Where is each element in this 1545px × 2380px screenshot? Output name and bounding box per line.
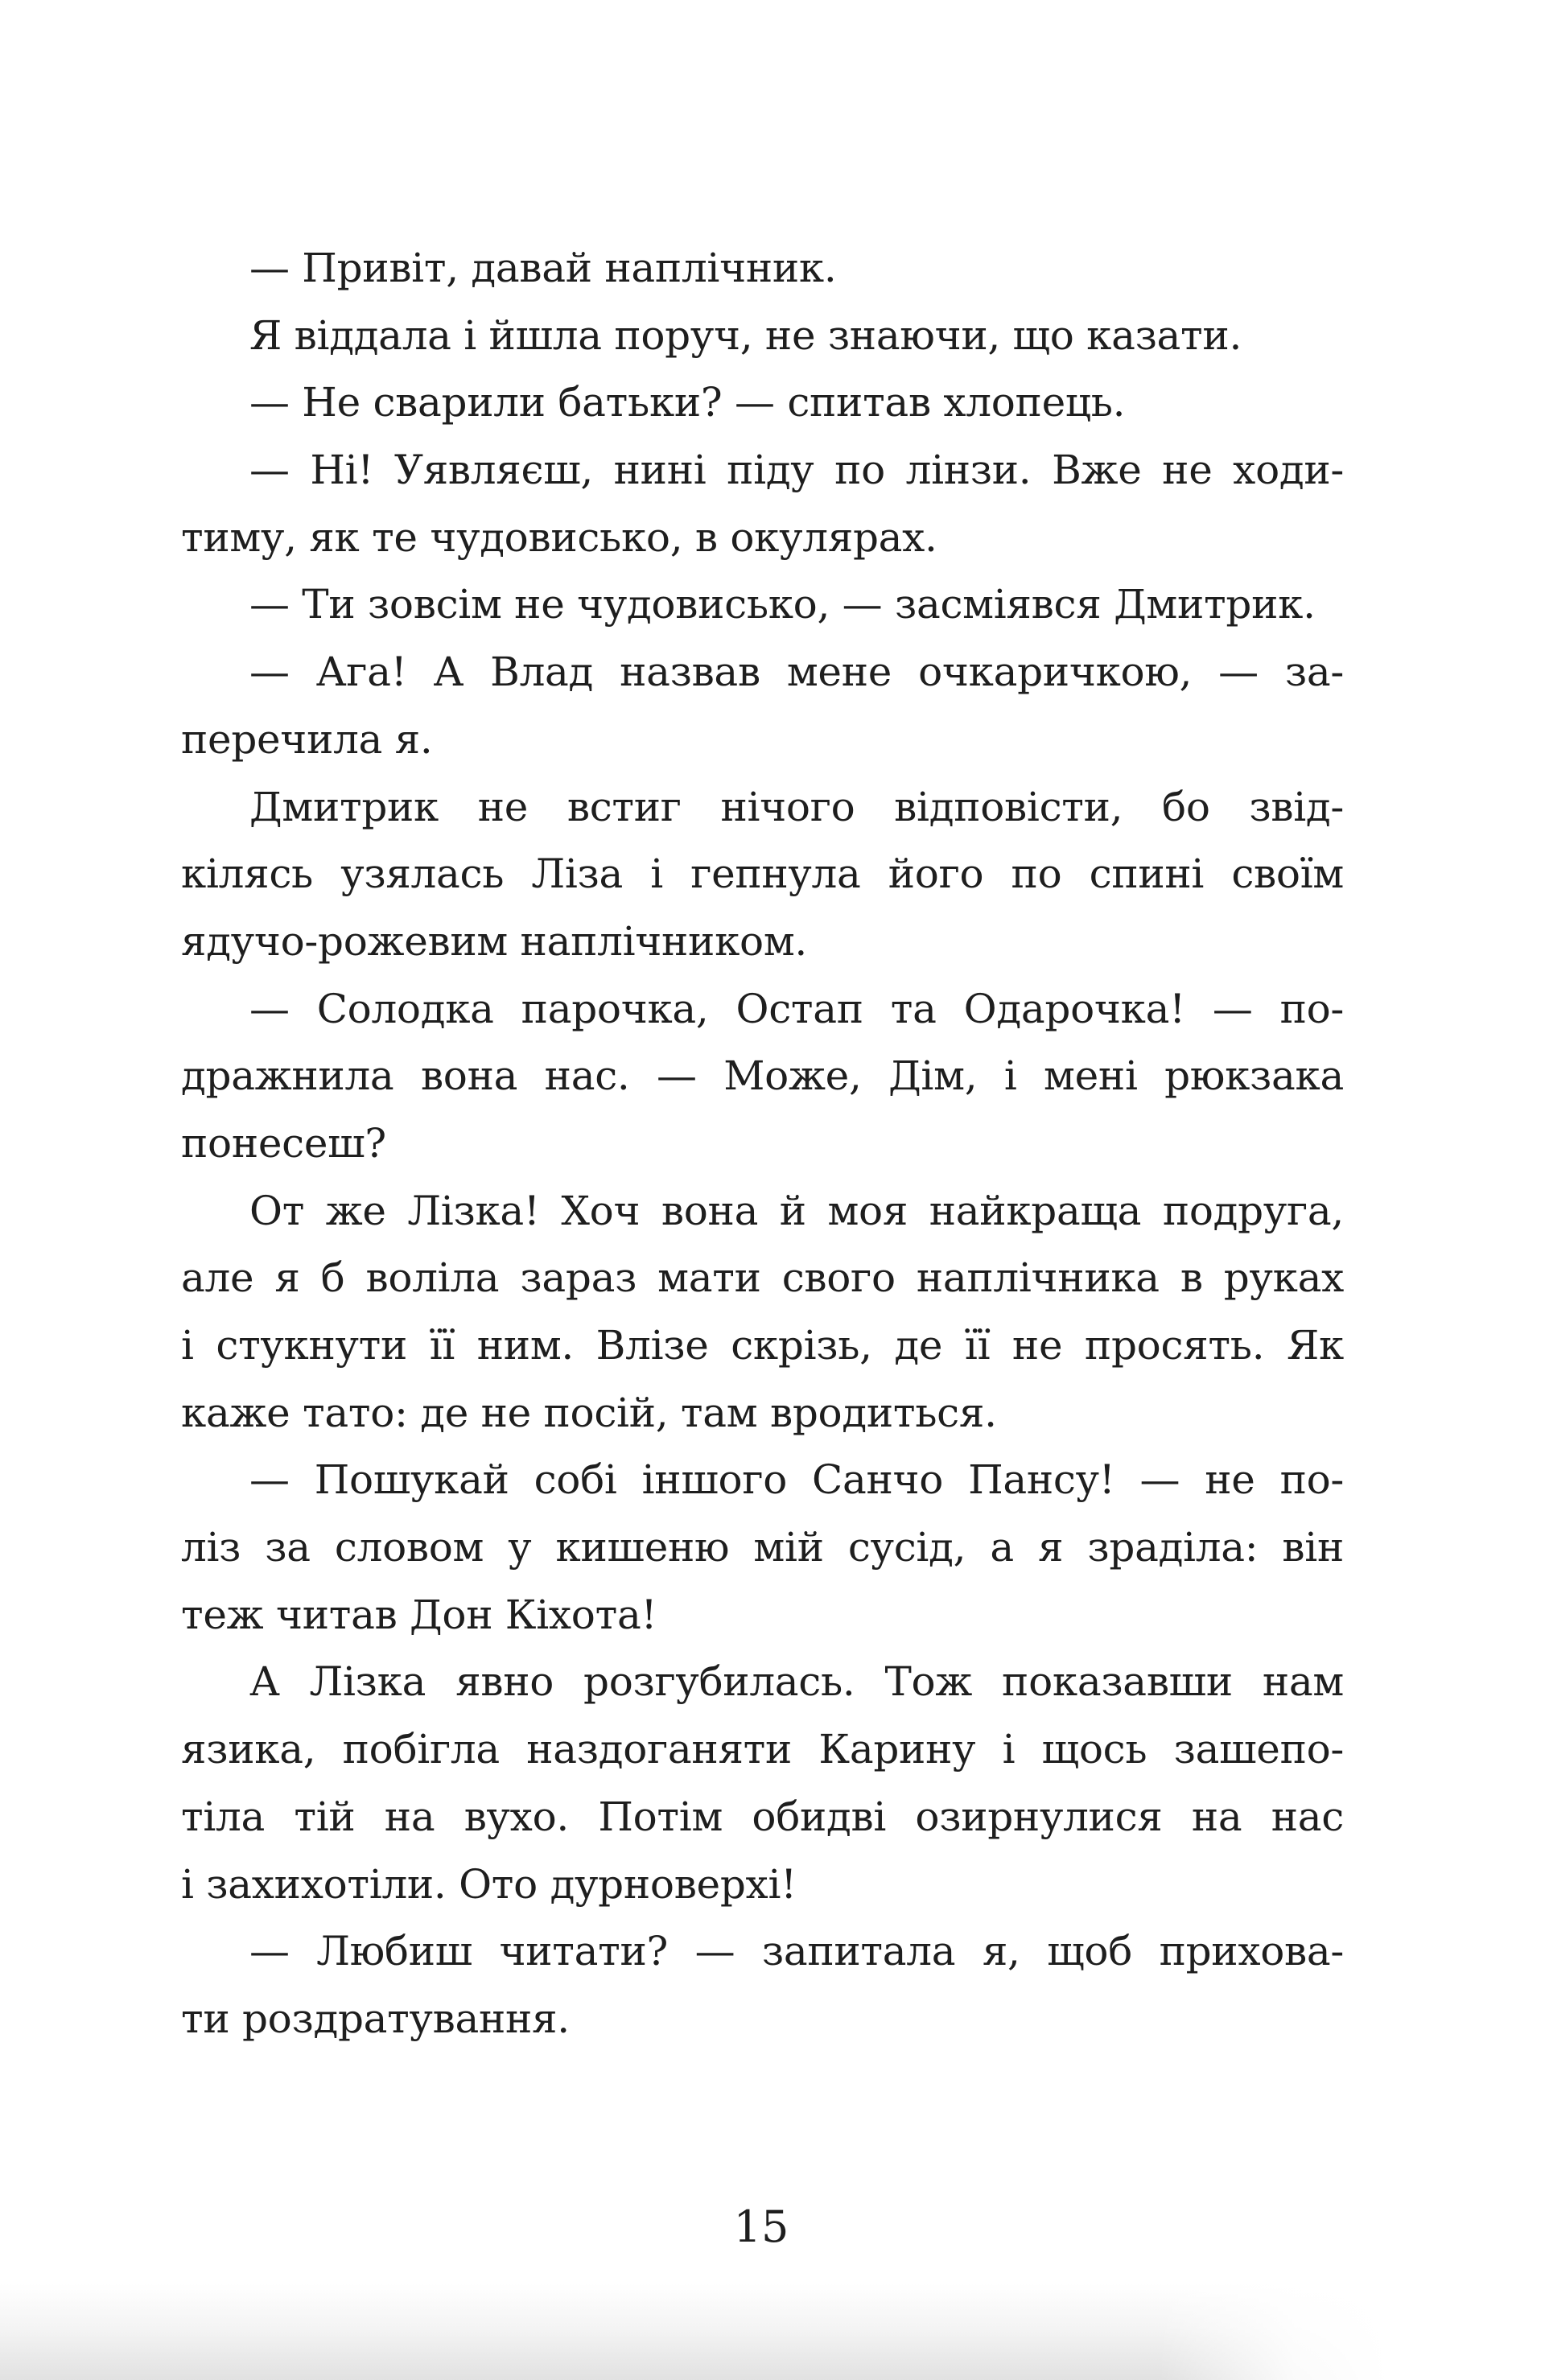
text-line: Дмитрик не встиг нічого відповісти, бо звід- (249, 783, 1344, 830)
text-line: тіла тій на вухо. Потім обидві озирнулися на нас (181, 1793, 1344, 1840)
text-line: — Ні! Уявляєш, нині піду по лінзи. Вже не ходи- (249, 447, 1344, 494)
text-line: — Не сварили батьки? — спитав хлопець. (249, 379, 1126, 426)
page-number: 15 (733, 2201, 789, 2252)
text-line: ліз за словом у кишеню мій сусід, а я зраділа: він (181, 1524, 1344, 1571)
text-line: але я б воліла зараз мати свого наплічника в руках (181, 1254, 1344, 1302)
text-line: ядучо-рожевим наплічником. (181, 917, 808, 965)
text-line: От же Лізка! Хоч вона й моя найкраща подруга, (249, 1187, 1344, 1234)
text-line: — Ти зовсім не чудовисько, — засміявся Дмитрик. (249, 581, 1316, 628)
text-line: теж читав Дон Кіхота! (181, 1591, 657, 1638)
text-line: дражнила вона нас. — Може, Дім, і мені рюкзака (181, 1052, 1344, 1100)
text-line: — Ага! А Влад назвав мене очкаричкою, — за- (249, 649, 1344, 696)
text-line: — Привіт, давай наплічник. (249, 245, 837, 291)
text-line: понесеш? (181, 1119, 386, 1167)
text-line: язика, побігла наздоганяти Карину і щось зашепо- (181, 1726, 1344, 1773)
text-line: — Солодка парочка, Остап та Одарочка! — по- (249, 985, 1344, 1032)
text-line: А Лізка явно розгубилась. Тож показавши нам (249, 1658, 1344, 1706)
text-line: Я віддала і йшла поруч, не знаючи, що казати. (249, 311, 1242, 359)
page-body-text (181, 235, 1344, 2053)
text-line: і стукнути її ним. Влізе скрізь, де її не просять. Як (181, 1322, 1344, 1369)
text-line: кілясь узялась Ліза і гепнула його по спині своїм (181, 850, 1344, 898)
text-line: каже тато: де не посій, там вродиться. (181, 1389, 997, 1436)
text-line: — Любиш читати? — запитала я, щоб прихова- (249, 1928, 1344, 1975)
text-line: тиму, як те чудовисько, в окулярах. (181, 513, 937, 561)
text-line: і захихотіли. Ото дурноверхі! (181, 1860, 797, 1908)
text-line: перечила я. (181, 715, 433, 763)
page-bottom-shadow-fade (1159, 2283, 1545, 2380)
text-line: ти роздратування. (181, 1995, 570, 2042)
text-line: — Пошукай собі іншого Санчо Пансу! — не по- (249, 1456, 1344, 1504)
